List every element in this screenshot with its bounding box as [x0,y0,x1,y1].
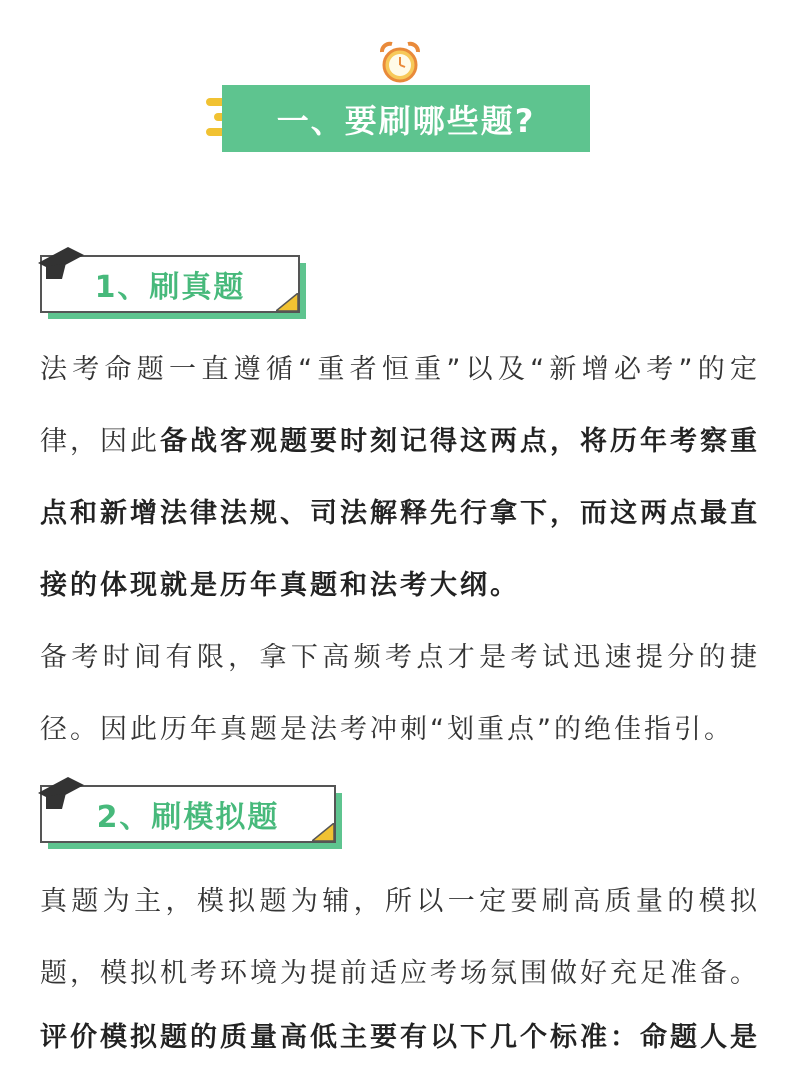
section-header-title: 一、要刷哪些题? [276,101,536,140]
corner-fold-icon [312,823,334,841]
subsection-title: 2、刷模拟题 [96,800,280,835]
alarm-clock-icon [378,40,422,84]
paragraph-partial: 评价模拟题的质量高低主要有以下几个标准：命题人是 [40,1022,760,1053]
corner-fold-icon [276,293,298,311]
paragraph: 备考时间有限，拿下高频考点才是考试迅速提分的捷径。因此历年真题是法考冲刺“划重点”的绝佳指引。 [40,642,760,745]
graduation-cap-icon [38,775,84,811]
graduation-cap-icon [38,245,84,281]
paragraph: 真题为主，模拟题为辅，所以一定要刷高质量的模拟题，模拟机考环境为提前适应考场氛围做好充足准备。 [40,886,760,989]
subsection-title: 1、刷真题 [94,270,246,305]
subsection-tag-1 [40,245,310,320]
subsection-tag-2 [40,775,346,850]
section-header-banner [222,85,590,152]
paragraph: 法考命题一直遵循“重者恒重”以及“新增必考”的定律，因此备战客观题要时刻记得这两点，将历年考察重点和新增法律法规、司法解释先行拿下，而这两点最直接的体现就是历年真题和法考大纲。 [40,354,760,601]
